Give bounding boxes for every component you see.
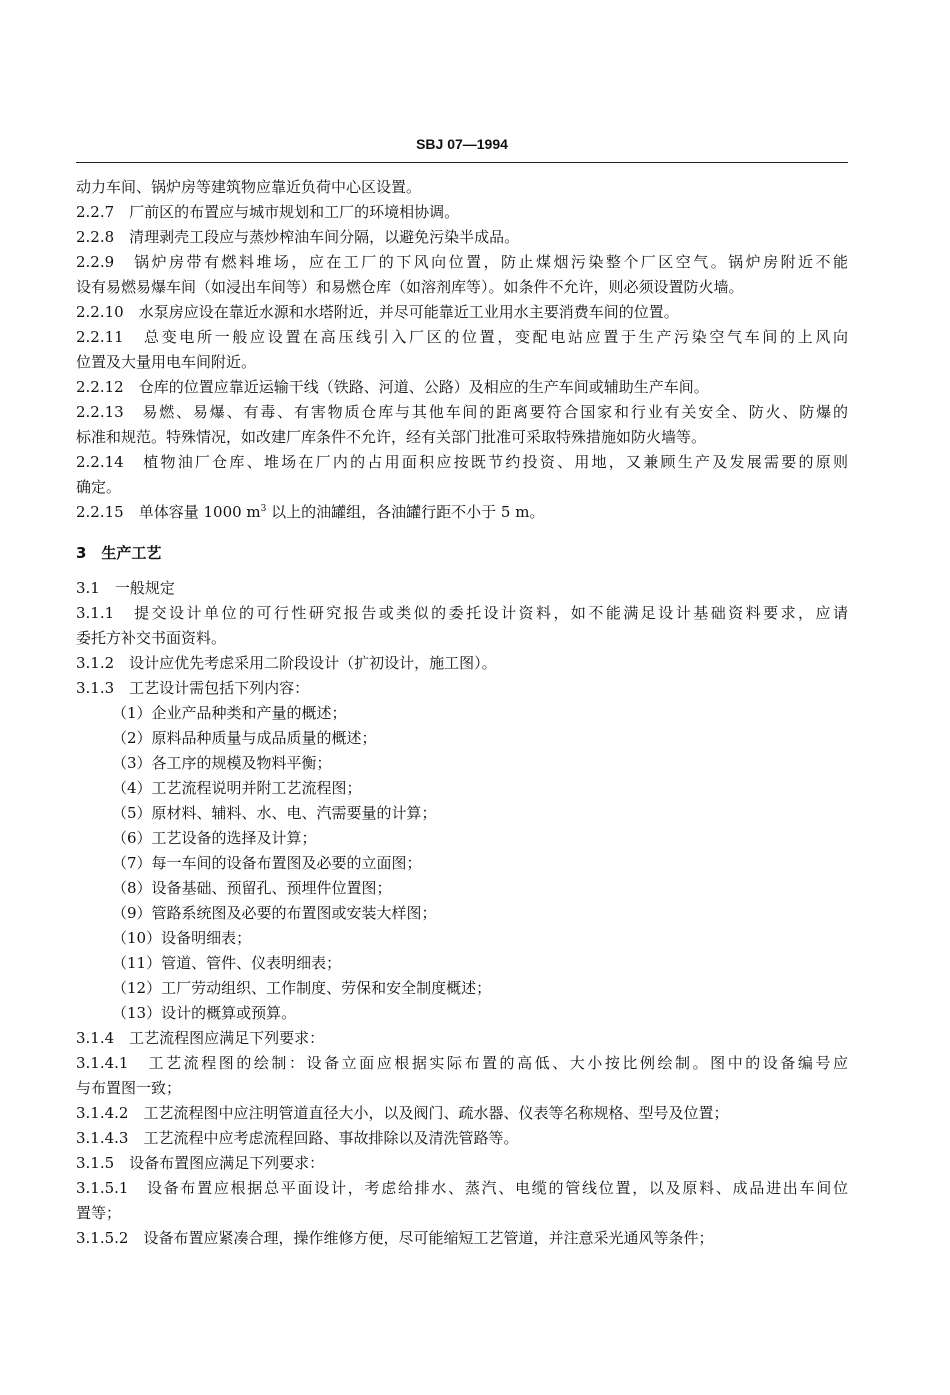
paragraph-line: 2.2.14 植物油厂仓库、堆场在厂内的占用面积应按既节约投资、用地，又兼顾生产及发展需要的原则 <box>76 453 848 471</box>
paragraph-line: 3.1.4.3 工艺流程中应考虑流程回路、事故排除以及清洗管路等。 <box>76 1129 519 1147</box>
paragraph-line: （3）各工序的规模及物料平衡； <box>112 754 332 772</box>
paragraph-line: 2.2.9 锅炉房带有燃料堆场，应在工厂的下风向位置，防止煤烟污染整个厂区空气。锅炉房附近不能 <box>76 253 848 271</box>
paragraph-line: 3.1.4 工艺流程图应满足下列要求： <box>76 1029 325 1047</box>
document-body <box>76 175 848 1251</box>
paragraph-line: 3.1.5 设备布置图应满足下列要求： <box>76 1154 325 1172</box>
paragraph-line: 3.1.1 提交设计单位的可行性研究报告或类似的委托设计资料，如不能满足设计基础资料要求，应请 <box>76 604 848 622</box>
section-2-2-paragraphs <box>76 175 848 500</box>
paragraph-line: （7）每一车间的设备布置图及必要的立面图； <box>112 854 422 872</box>
cubic-superscript: 3 <box>260 504 267 514</box>
paragraph-line: 3.1.2 设计应优先考虑采用二阶段设计（扩初设计，施工图）。 <box>76 654 497 672</box>
paragraph-line: 标准和规范。特殊情况，如改建厂库条件不允许，经有关部门批准可采取特殊措施如防火墙等。 <box>76 428 707 446</box>
paragraph-line: 3.1.4.2 工艺流程图中应注明管道直径大小，以及阀门、疏水器、仪表等名称规格、型号及位置； <box>76 1104 729 1122</box>
paragraph-line: 2.2.8 清理剥壳工段应与蒸炒榨油车间分隔，以避免污染半成品。 <box>76 228 520 246</box>
paragraph-line: 2.2.13 易燃、易爆、有毒、有害物质仓库与其他车间的距离要符合国家和行业有关安全、防火、防爆的 <box>76 403 848 421</box>
section-3-heading: 3 生产工艺 <box>76 544 162 562</box>
paragraph-line: 动力车间、锅炉房等建筑物应靠近负荷中心区设置。 <box>76 178 422 196</box>
section-3-paragraphs <box>76 576 848 1251</box>
paragraph-line: （6）工艺设备的选择及计算； <box>112 829 317 847</box>
paragraph-line: 设有易燃易爆车间（如浸出车间等）和易燃仓库（如溶剂库等）。如条件不允许，则必须设置防火墙。 <box>76 278 744 296</box>
paragraph-line: （12）工厂劳动组织、工作制度、劳保和安全制度概述； <box>112 979 492 997</box>
paragraph-line: 确定。 <box>76 478 122 496</box>
line-2-2-15-suffix: 以上的油罐组，各油罐行距不小于 5 m。 <box>266 503 545 521</box>
header-rule <box>76 162 848 163</box>
paragraph-line: （11）管道、管件、仪表明细表； <box>112 954 342 972</box>
paragraph-line: （4）工艺流程说明并附工艺流程图； <box>112 779 362 797</box>
paragraph-line: （5）原材料、辅料、水、电、汽需要量的计算； <box>112 804 437 822</box>
paragraph-line: （2）原料品种质量与成品质量的概述； <box>112 729 377 747</box>
paragraph-line: （13）设计的概算或预算。 <box>112 1004 297 1022</box>
line-2-2-15-prefix: 2.2.15 单体容量 1000 m <box>76 503 261 521</box>
paragraph-line: 3.1.4.1 工艺流程图的绘制：设备立面应根据实际布置的高低、大小按比例绘制。图中的设备编号应 <box>76 1054 848 1072</box>
paragraph-line: 3.1.5.1 设备布置应根据总平面设计，考虑给排水、蒸汽、电缆的管线位置，以及原料、成品进出车间位 <box>76 1179 848 1197</box>
document-code-header: SBJ 07—1994 <box>416 136 508 152</box>
paragraph-line: 3.1.3 工艺设计需包括下列内容： <box>76 679 310 697</box>
paragraph-line: （9）管路系统图及必要的布置图或安装大样图； <box>112 904 437 922</box>
paragraph-line: 2.2.10 水泵房应设在靠近水源和水塔附近，并尽可能靠近工业用水主要消费车间的位置。 <box>76 303 679 321</box>
paragraph-line-2-2-15 <box>76 500 848 525</box>
paragraph-line: 置等； <box>76 1204 122 1222</box>
paragraph-line: 委托方补交书面资料。 <box>76 629 227 647</box>
paragraph-line: （8）设备基础、预留孔、预埋件位置图； <box>112 879 392 897</box>
paragraph-line: 2.2.12 仓库的位置应靠近运输干线（铁路、河道、公路）及相应的生产车间或辅助生产车间。 <box>76 378 709 396</box>
paragraph-line: 位置及大量用电车间附近。 <box>76 353 257 371</box>
paragraph-line: 与布置图一致； <box>76 1079 182 1097</box>
paragraph-line: 2.2.11 总变电所一般应设置在高压线引入厂区的位置，变配电站应置于生产污染空气车间的上风向 <box>76 328 848 346</box>
paragraph-line: （1）企业产品种类和产量的概述； <box>112 704 347 722</box>
paragraph-line: 2.2.7 厂前区的布置应与城市规划和工厂的环境相协调。 <box>76 203 460 221</box>
paragraph-line: （10）设备明细表； <box>112 929 252 947</box>
paragraph-line: 3.1.5.2 设备布置应紧凑合理，操作维修方便，尽可能缩短工艺管道，并注意采光通风等条件； <box>76 1229 714 1247</box>
paragraph-line: 3.1 一般规定 <box>76 579 175 597</box>
